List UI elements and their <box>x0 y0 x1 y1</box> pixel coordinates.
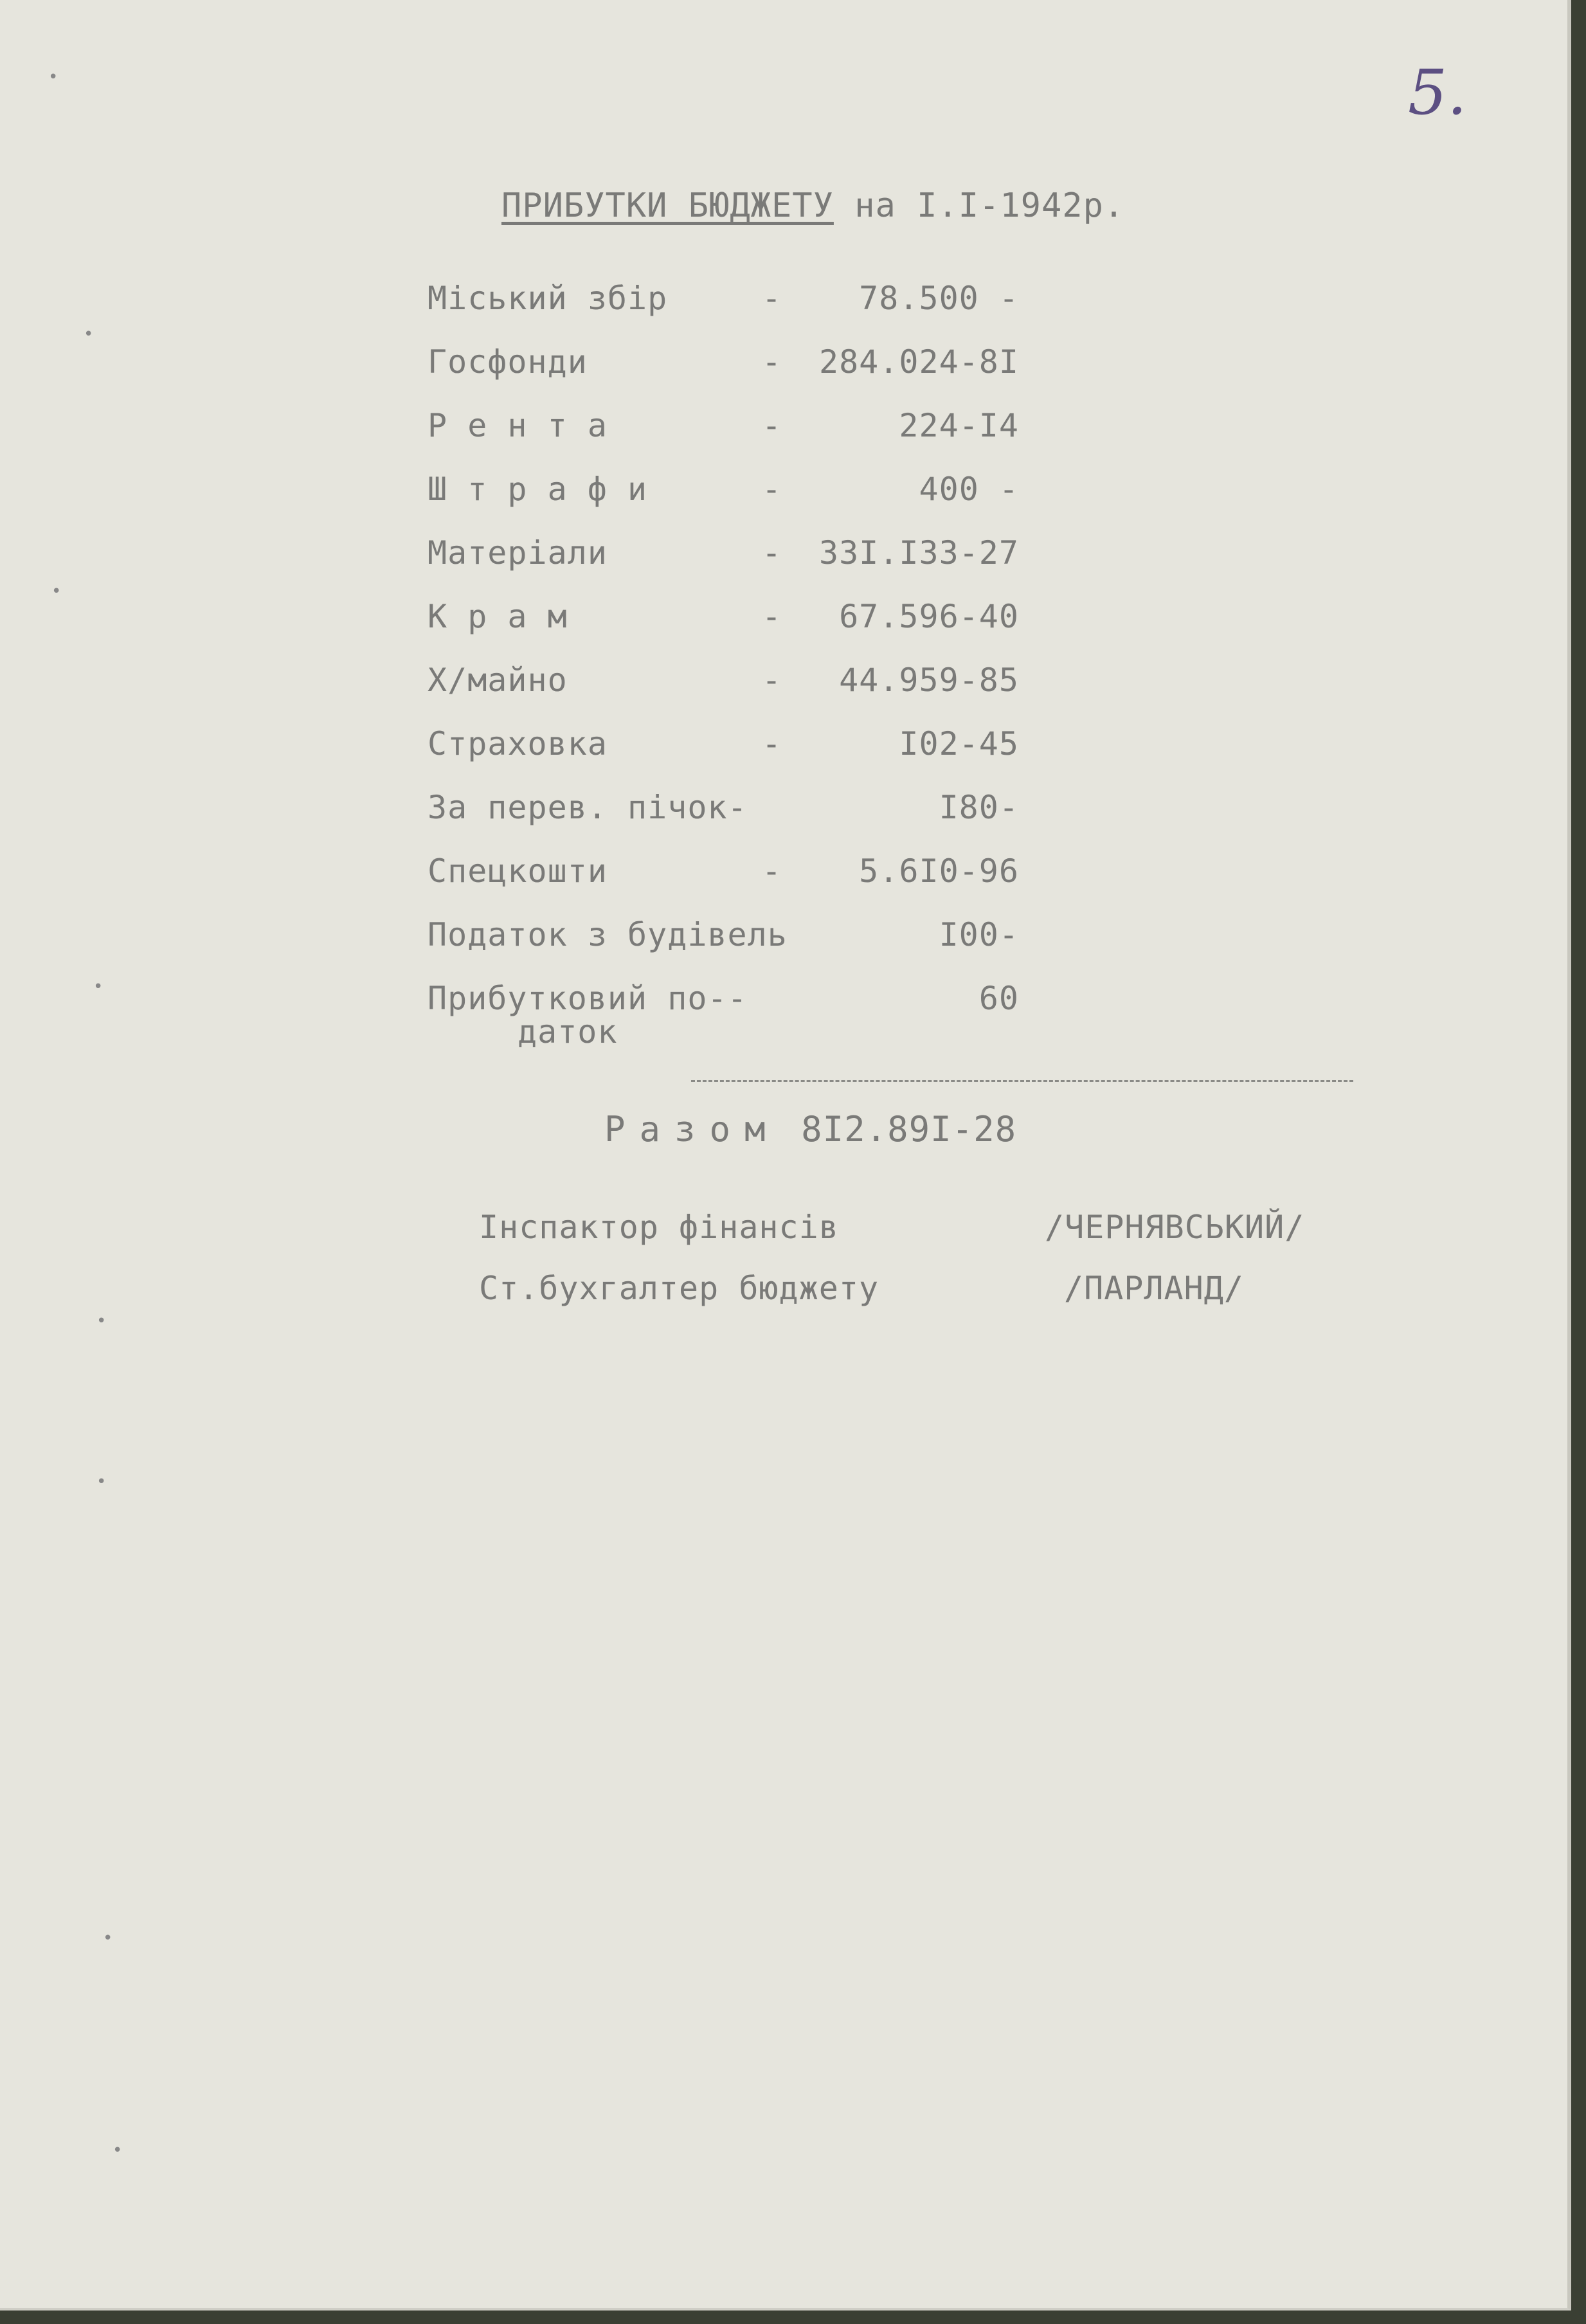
income-separator: - <box>762 725 782 762</box>
income-separator: - <box>762 662 782 699</box>
income-separator: - <box>762 852 782 890</box>
total-amount: 8I2.89I-28 <box>801 1109 1017 1149</box>
income-separator: - <box>762 343 782 381</box>
binding-mark-icon: • <box>93 977 104 996</box>
binding-mark-icon: • <box>96 1472 107 1491</box>
income-amount: 67.596-40 <box>839 598 1019 635</box>
income-row <box>428 471 1070 534</box>
income-row <box>428 980 1070 1076</box>
signature-row <box>479 1270 1379 1419</box>
income-label: Страховка <box>428 725 608 762</box>
income-label: Податок з будівель <box>428 916 788 953</box>
income-row <box>428 280 1070 343</box>
income-label-continuation: даток <box>518 1013 618 1050</box>
binding-mark-icon: • <box>113 2141 123 2160</box>
income-row <box>428 407 1070 471</box>
income-row <box>428 598 1070 662</box>
income-separator: - <box>762 534 782 572</box>
income-separator: - <box>762 407 782 444</box>
income-row <box>428 725 1070 789</box>
income-label: Міський збір <box>428 280 668 317</box>
income-label: К р а м <box>428 598 568 635</box>
income-label: Р е н т а <box>428 407 608 444</box>
income-row <box>428 852 1070 916</box>
signatory-name: /ЧЕРНЯВСЬКИЙ/ <box>1045 1209 1305 1246</box>
income-separator: - <box>762 598 782 635</box>
total-label: Разом <box>604 1109 780 1149</box>
binding-mark-icon: • <box>84 325 94 344</box>
signatory-role: Інспактор фінансів <box>479 1209 839 1246</box>
binding-mark-icon: • <box>48 68 59 87</box>
income-row <box>428 662 1070 725</box>
income-row <box>428 916 1070 980</box>
title-main: ПРИБУТКИ БЮДЖЕТУ <box>501 186 834 225</box>
income-label: За перев. пічок- <box>428 789 748 826</box>
income-amount: I02-45 <box>899 725 1019 762</box>
binding-mark-icon: • <box>51 582 62 601</box>
income-label: Прибутковий по-- <box>428 980 748 1017</box>
income-row <box>428 534 1070 598</box>
income-separator: - <box>762 280 782 317</box>
signatory-name: /ПАРЛАНД/ <box>1064 1270 1244 1307</box>
title-date: на I.I-1942р. <box>833 186 1125 225</box>
total-row <box>604 1109 1016 1149</box>
income-label: Х/майно <box>428 662 568 699</box>
handwritten-page-number: 5. <box>1408 57 1467 129</box>
income-amount: 60 <box>978 980 1019 1017</box>
income-amount: 224-I4 <box>899 407 1019 444</box>
income-row <box>428 343 1070 407</box>
income-amount: 33I.I33-27 <box>818 534 1019 572</box>
income-amount: 400 - <box>919 471 1019 508</box>
income-row <box>428 789 1070 852</box>
income-amount: 44.959-85 <box>839 662 1019 699</box>
binding-mark-icon: • <box>96 1311 107 1331</box>
income-amount: 284.024-8I <box>818 343 1019 381</box>
income-list <box>428 280 1070 1076</box>
income-amount: I00- <box>939 916 1019 953</box>
income-separator: - <box>762 471 782 508</box>
signatory-role: Ст.бухгалтер бюджету <box>479 1270 879 1307</box>
income-label: Госфонди <box>428 343 588 381</box>
income-label: Матеріали <box>428 534 608 572</box>
binding-mark-icon: • <box>103 1929 113 1948</box>
income-amount: 78.500 - <box>859 280 1019 317</box>
income-amount: 5.6I0-96 <box>859 852 1019 890</box>
income-amount: I80- <box>939 789 1019 826</box>
document-title <box>501 186 1124 225</box>
total-divider-line <box>691 1080 1353 1082</box>
income-label: Спецкошти <box>428 852 608 890</box>
income-label: Ш т р а ф и <box>428 471 648 508</box>
